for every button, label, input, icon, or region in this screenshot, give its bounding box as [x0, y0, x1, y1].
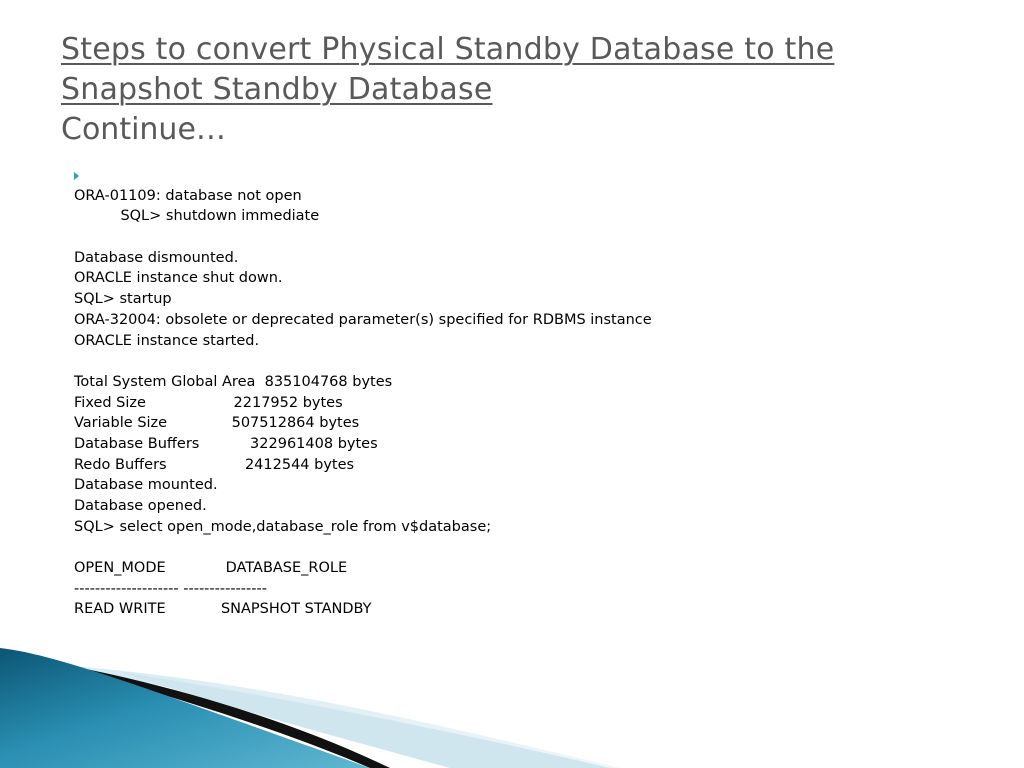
text-line: Total System Global Area 835104768 bytes [74, 373, 393, 390]
text-line [74, 537, 974, 558]
bullet-text: SQL> shutdown immediate [120, 208, 320, 225]
title-line-1: Steps to convert Physical Standby Database to the [61, 32, 835, 67]
text-line [74, 227, 974, 248]
slide-title [61, 30, 961, 150]
body-lines [74, 186, 974, 620]
text-line: Database mounted. [74, 477, 218, 494]
text-line: SQL> select open_mode,database_role from v$database; [74, 518, 492, 535]
text-line: SQL> startup [74, 291, 172, 308]
text-line: Database opened. [74, 498, 207, 514]
wave-pale-band [120, 672, 610, 768]
slide-body [74, 165, 974, 620]
text-line: ORA-01109: database not open [74, 187, 302, 204]
wave-blue-band [0, 648, 370, 768]
text-line: READ WRITE SNAPSHOT STANDBY [74, 601, 372, 618]
text-line: -------------------- ---------------- [74, 580, 267, 597]
text-line: ORACLE instance shut down. [74, 270, 283, 287]
title-continue: Continue… [61, 112, 226, 147]
bullet-arrow-icon [74, 172, 79, 180]
title-line-2: Snapshot Standby Database [61, 72, 493, 107]
text-line: Database Buffers 322961408 bytes [74, 435, 378, 452]
text-line: Redo Buffers 2412544 bytes [74, 456, 355, 473]
text-line: ORA-32004: obsolete or deprecated parameter(s) specified for RDBMS instance [74, 311, 652, 328]
text-line: Fixed Size 2217952 bytes [74, 394, 343, 411]
text-line: OPEN_MODE DATABASE_ROLE [74, 560, 348, 577]
text-line [74, 351, 974, 372]
text-line: Database dismounted. [74, 249, 239, 266]
text-line: ORACLE instance started. [74, 332, 260, 349]
wave-light-band [60, 665, 620, 768]
wave-black-stripe [50, 662, 390, 768]
text-line: Variable Size 507512864 bytes [74, 415, 360, 432]
